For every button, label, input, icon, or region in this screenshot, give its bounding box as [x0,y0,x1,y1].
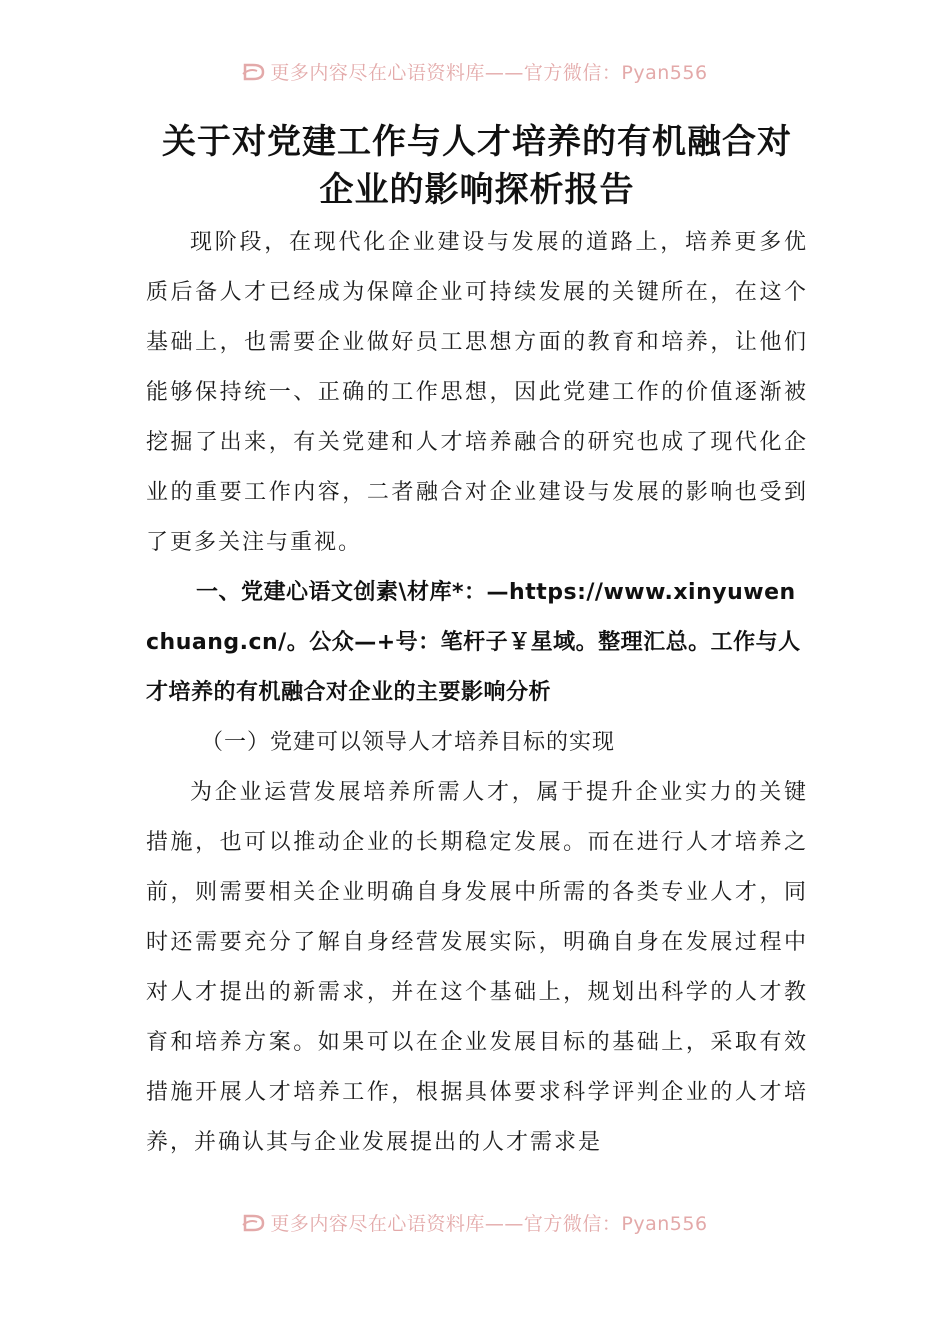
title-line-2: 企业的影响探析报告 [319,170,635,210]
intro-paragraph: 现阶段，在现代化企业建设与发展的道路上，培养更多优质后备人才已经成为保障企业可持续发展的关键所在，在这个基础上，也需要企业做好员工思想方面的教育和培养，让他们能够保持统一、正确的工作思想，因此党建工作的价值逐渐被挖掘了出来，有关党建和人才培养融合的研究也成了现代化企业的重要工作内容，二者融合对企业建设与发展的影响也受到了更多关注与重视。 [146,230,808,555]
document-body [146,118,808,1168]
stylized-d-logo-icon [242,62,266,82]
title-line-1: 关于对党建工作与人才培养的有机融合对 [162,122,792,162]
subsection-1-heading: （一）党建可以领导人才培养目标的实现 [201,730,616,755]
watermark-text: 更多内容尽在心语资料库——官方微信：Pyan556 [270,62,708,84]
document-title [146,118,808,214]
stylized-d-logo-icon [242,1213,266,1233]
section-1-heading: 一、党建心语文创素\材库*：—https://www.xinyuwenchuang.cn/。公众—+号：笔杆子￥星域。整理汇总。工作与人才培养的有机融合对企业的主要影响分析 [146,580,801,705]
watermark-footer [0,1209,950,1236]
watermark-header [0,58,950,85]
watermark-text: 更多内容尽在心语资料库——官方微信：Pyan556 [270,1213,708,1235]
subsection-1-paragraph: 为企业运营发展培养所需人才，属于提升企业实力的关键措施，也可以推动企业的长期稳定发展。而在进行人才培养之前，则需要相关企业明确自身发展中所需的各类专业人才，同时还需要充分了解自身经营发展实际，明确自身在发展过程中对人才提出的新需求，并在这个基础上，规划出科学的人才教育和培养方案。如果可以在企业发展目标的基础上，采取有效措施开展人才培养工作，根据具体要求科学评判企业的人才培养，并确认其与企业发展提出的人才需求是 [146,780,808,1155]
